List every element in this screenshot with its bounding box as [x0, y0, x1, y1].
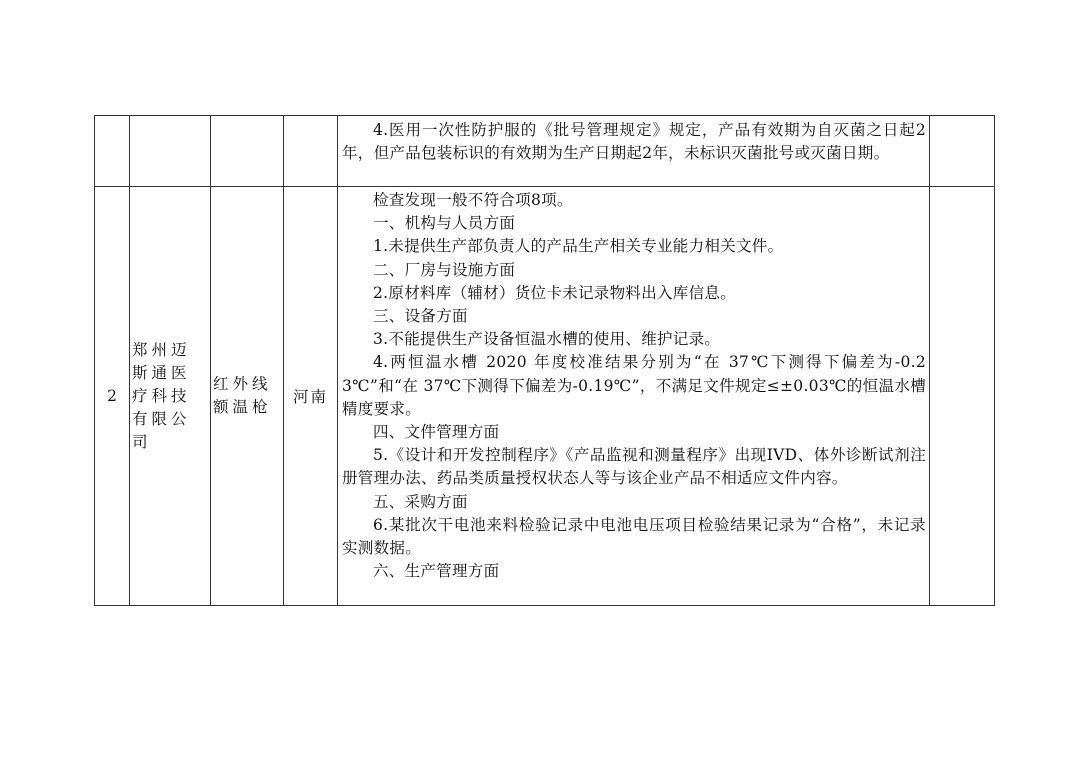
content-cell — [338, 116, 930, 187]
inspection-table — [94, 115, 995, 606]
content-paragraph: 1.未提供生产部负责人的产品生产相关专业能力相关文件。 — [373, 237, 784, 256]
content-paragraph: 5.《设计和开发控制程序》《产品监视和测量程序》出现IVD、体外诊断试剂注册管理办法、药品类质量授权状态人等与该企业产品不相适应文件内容。 — [342, 446, 926, 488]
region-cell — [284, 187, 338, 606]
product-name: 红外线额温枪 — [213, 375, 272, 416]
content-paragraph: 4.两恒温水槽 2020 年度校准结果分别为“在 37℃下测得下偏差为-0.23℃”和“在 37℃下测得下偏差为-0.19℃”，不满足文件规定≤±0.03℃的恒温水槽精度要求。 — [342, 353, 926, 418]
section-heading: 六、生产管理方面 — [373, 562, 500, 581]
section-heading: 四、文件管理方面 — [373, 423, 500, 442]
company-cell — [130, 116, 211, 187]
content-paragraph: 3.不能提供生产设备恒温水槽的使用、维护记录。 — [373, 330, 721, 349]
company-name: 郑州迈斯通医疗科技有限公司 — [132, 340, 191, 451]
table-row — [95, 187, 995, 606]
product-cell — [211, 187, 284, 606]
region-name: 河南 — [292, 388, 328, 406]
region-cell — [284, 116, 338, 187]
row-index: 2 — [107, 387, 117, 405]
company-cell — [130, 187, 211, 606]
note-cell — [930, 116, 995, 187]
product-cell — [211, 116, 284, 187]
content-paragraph: 4.医用一次性防护服的《批号管理规定》规定，产品有效期为自灭菌之日起2年，但产品包装标识的有效期为生产日期起2年，未标识灭菌批号或灭菌日期。 — [342, 121, 926, 163]
index-cell — [95, 187, 130, 606]
section-heading: 二、厂房与设施方面 — [373, 260, 516, 279]
table-row — [95, 116, 995, 187]
content-cell — [338, 187, 930, 606]
content-paragraph: 6.某批次干电池来料检验记录中电池电压项目检验结果记录为“合格”，未记录实测数据。 — [342, 515, 926, 558]
content-paragraph: 检查发现一般不符合项8项。 — [373, 191, 573, 209]
section-heading: 三、设备方面 — [373, 307, 468, 326]
section-heading: 一、机构与人员方面 — [373, 214, 516, 233]
index-cell — [95, 116, 130, 187]
note-cell — [930, 187, 995, 606]
section-heading: 五、采购方面 — [373, 492, 468, 511]
content-paragraph: 2.原材料库（辅材）货位卡未记录物料出入库信息。 — [373, 283, 736, 302]
